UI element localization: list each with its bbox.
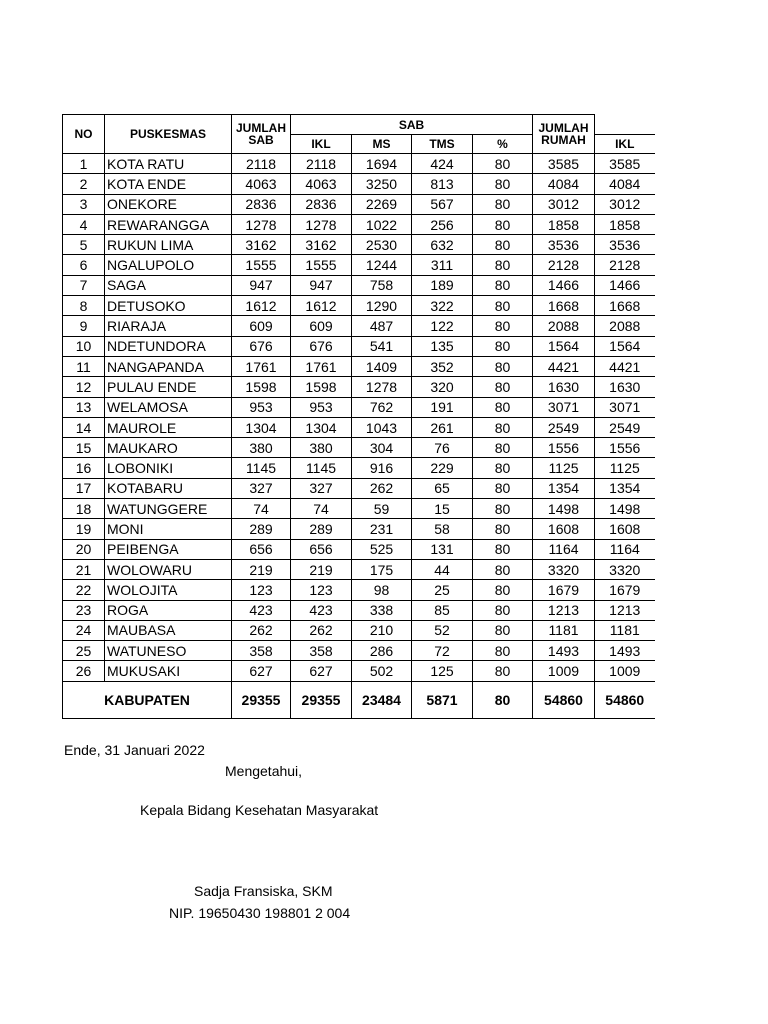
cell-ms: 1244 <box>352 255 412 275</box>
cell-jumlah-rumah: 3071 <box>533 397 595 417</box>
cell-puskesmas: NGALUPOLO <box>105 255 232 275</box>
cell-tms: 311 <box>412 255 473 275</box>
table-row <box>63 377 655 397</box>
cell-tms: 135 <box>412 336 473 356</box>
table-row <box>63 255 655 275</box>
cell-jumlah-rumah: 4084 <box>533 174 595 194</box>
cell-percent: 80 <box>473 275 533 295</box>
cell-jumlah-sab: 380 <box>232 438 291 458</box>
cell-tms: 261 <box>412 417 473 437</box>
cell-puskesmas: ONEKORE <box>105 194 232 214</box>
cell-tms: 58 <box>412 519 473 539</box>
cell-ikl: 3162 <box>291 235 352 255</box>
cell-tms: 65 <box>412 478 473 498</box>
cell-ikl: 627 <box>291 661 352 681</box>
cell-ikl-rumah: 1181 <box>595 620 655 640</box>
cell-ms: 1022 <box>352 214 412 234</box>
cell-jumlah-rumah: 1564 <box>533 336 595 356</box>
cell-jumlah-rumah: 1493 <box>533 641 595 661</box>
cell-ikl-rumah: 1164 <box>595 539 655 559</box>
cell-ms: 98 <box>352 580 412 600</box>
cell-ikl: 1598 <box>291 377 352 397</box>
cell-ikl: 1304 <box>291 417 352 437</box>
cell-jumlah-rumah: 1181 <box>533 620 595 640</box>
table-row <box>63 458 655 478</box>
cell-jumlah-sab: 219 <box>232 559 291 579</box>
cell-ms: 1043 <box>352 417 412 437</box>
cell-jumlah-rumah: 4421 <box>533 356 595 376</box>
table-row <box>63 661 655 681</box>
cell-ikl-rumah: 3585 <box>595 154 655 174</box>
cell-ms: 541 <box>352 336 412 356</box>
cell-puskesmas: REWARANGGA <box>105 214 232 234</box>
table-row <box>63 316 655 336</box>
cell-puskesmas: PEIBENGA <box>105 539 232 559</box>
data-table <box>62 114 655 719</box>
cell-ikl-rumah: 1556 <box>595 438 655 458</box>
header-no: NO <box>63 115 105 154</box>
cell-ikl: 4063 <box>291 174 352 194</box>
cell-jumlah-sab: 2118 <box>232 154 291 174</box>
cell-jumlah-rumah: 3585 <box>533 154 595 174</box>
cell-jumlah-sab: 2836 <box>232 194 291 214</box>
cell-jumlah-rumah: 1213 <box>533 600 595 620</box>
cell-puskesmas: MUKUSAKI <box>105 661 232 681</box>
cell-puskesmas: DETUSOKO <box>105 296 232 316</box>
cell-no: 22 <box>63 580 105 600</box>
header-ikl: IKL <box>291 135 352 154</box>
cell-percent: 80 <box>473 499 533 519</box>
cell-no: 9 <box>63 316 105 336</box>
cell-no: 11 <box>63 356 105 376</box>
cell-no: 3 <box>63 194 105 214</box>
cell-jumlah-rumah: 1009 <box>533 661 595 681</box>
cell-jumlah-sab: 656 <box>232 539 291 559</box>
cell-jumlah-sab: 1761 <box>232 356 291 376</box>
header-ikl-rumah: IKL <box>595 135 655 154</box>
cell-percent: 80 <box>473 661 533 681</box>
cell-jumlah-rumah: 1164 <box>533 539 595 559</box>
cell-ikl: 656 <box>291 539 352 559</box>
cell-ms: 286 <box>352 641 412 661</box>
table-row <box>63 397 655 417</box>
cell-ikl-rumah: 1858 <box>595 214 655 234</box>
total-ikl: 29355 <box>291 681 352 718</box>
cell-tms: 813 <box>412 174 473 194</box>
cell-puskesmas: MAUROLE <box>105 417 232 437</box>
header-sab: SAB <box>291 115 533 135</box>
cell-jumlah-rumah: 1466 <box>533 275 595 295</box>
cell-no: 6 <box>63 255 105 275</box>
cell-tms: 189 <box>412 275 473 295</box>
cell-ikl: 1612 <box>291 296 352 316</box>
cell-no: 13 <box>63 397 105 417</box>
cell-percent: 80 <box>473 417 533 437</box>
cell-ms: 525 <box>352 539 412 559</box>
total-ikl-rumah: 54860 <box>595 681 655 718</box>
cell-ikl: 1145 <box>291 458 352 478</box>
cell-ms: 758 <box>352 275 412 295</box>
cell-tms: 567 <box>412 194 473 214</box>
table-row <box>63 275 655 295</box>
cell-percent: 80 <box>473 539 533 559</box>
cell-ms: 262 <box>352 478 412 498</box>
cell-no: 10 <box>63 336 105 356</box>
cell-percent: 80 <box>473 214 533 234</box>
cell-percent: 80 <box>473 620 533 640</box>
cell-no: 8 <box>63 296 105 316</box>
cell-ms: 916 <box>352 458 412 478</box>
cell-puskesmas: WOLOWARU <box>105 559 232 579</box>
cell-jumlah-sab: 358 <box>232 641 291 661</box>
cell-jumlah-sab: 609 <box>232 316 291 336</box>
cell-tms: 85 <box>412 600 473 620</box>
table-row <box>63 620 655 640</box>
cell-no: 25 <box>63 641 105 661</box>
cell-no: 15 <box>63 438 105 458</box>
cell-puskesmas: ROGA <box>105 600 232 620</box>
cell-ikl: 609 <box>291 316 352 336</box>
cell-tms: 122 <box>412 316 473 336</box>
cell-puskesmas: MAUBASA <box>105 620 232 640</box>
cell-puskesmas: SAGA <box>105 275 232 295</box>
cell-puskesmas: NDETUNDORA <box>105 336 232 356</box>
cell-tms: 131 <box>412 539 473 559</box>
signatory-name: Sadja Fransiska, SKM <box>194 883 333 899</box>
cell-percent: 80 <box>473 519 533 539</box>
header-puskesmas: PUSKESMAS <box>105 115 232 154</box>
cell-tms: 44 <box>412 559 473 579</box>
cell-tms: 72 <box>412 641 473 661</box>
header-jumlah-sab: JUMLAH SAB <box>232 115 291 154</box>
table-row <box>63 336 655 356</box>
cell-tms: 52 <box>412 620 473 640</box>
cell-ms: 502 <box>352 661 412 681</box>
cell-jumlah-rumah: 3012 <box>533 194 595 214</box>
cell-jumlah-rumah: 1556 <box>533 438 595 458</box>
cell-jumlah-sab: 327 <box>232 478 291 498</box>
cell-percent: 80 <box>473 316 533 336</box>
cell-percent: 80 <box>473 377 533 397</box>
total-row <box>63 681 655 718</box>
cell-jumlah-rumah: 3536 <box>533 235 595 255</box>
cell-puskesmas: RIARAJA <box>105 316 232 336</box>
cell-ms: 2269 <box>352 194 412 214</box>
cell-puskesmas: KOTA ENDE <box>105 174 232 194</box>
cell-ms: 762 <box>352 397 412 417</box>
table-row <box>63 499 655 519</box>
cell-no: 24 <box>63 620 105 640</box>
cell-ikl-rumah: 2549 <box>595 417 655 437</box>
table-row <box>63 214 655 234</box>
cell-ikl-rumah: 1608 <box>595 519 655 539</box>
cell-ikl: 2118 <box>291 154 352 174</box>
cell-ms: 210 <box>352 620 412 640</box>
cell-ikl-rumah: 3320 <box>595 559 655 579</box>
cell-jumlah-sab: 4063 <box>232 174 291 194</box>
cell-percent: 80 <box>473 559 533 579</box>
total-ms: 23484 <box>352 681 412 718</box>
cell-ms: 3250 <box>352 174 412 194</box>
cell-jumlah-sab: 1612 <box>232 296 291 316</box>
table-row <box>63 641 655 661</box>
total-percent: 80 <box>473 681 533 718</box>
cell-ikl-rumah: 1630 <box>595 377 655 397</box>
cell-ikl: 380 <box>291 438 352 458</box>
cell-no: 23 <box>63 600 105 620</box>
cell-no: 14 <box>63 417 105 437</box>
cell-ikl: 1278 <box>291 214 352 234</box>
cell-puskesmas: KOTABARU <box>105 478 232 498</box>
cell-puskesmas: KOTA RATU <box>105 154 232 174</box>
cell-ms: 487 <box>352 316 412 336</box>
cell-ikl: 1761 <box>291 356 352 376</box>
cell-puskesmas: WELAMOSA <box>105 397 232 417</box>
cell-puskesmas: LOBONIKI <box>105 458 232 478</box>
table-row <box>63 235 655 255</box>
table-row <box>63 296 655 316</box>
acknowledged-text: Mengetahui, <box>225 763 303 779</box>
cell-ms: 338 <box>352 600 412 620</box>
cell-ikl: 1555 <box>291 255 352 275</box>
cell-percent: 80 <box>473 336 533 356</box>
cell-ikl-rumah: 3071 <box>595 397 655 417</box>
cell-ms: 304 <box>352 438 412 458</box>
position-title: Kepala Bidang Kesehatan Masyarakat <box>140 802 379 818</box>
cell-tms: 125 <box>412 661 473 681</box>
cell-tms: 76 <box>412 438 473 458</box>
cell-jumlah-sab: 289 <box>232 519 291 539</box>
signatory-nip: NIP. 19650430 198801 2 004 <box>169 905 351 921</box>
table-row <box>63 154 655 174</box>
cell-no: 7 <box>63 275 105 295</box>
cell-ikl-rumah: 1466 <box>595 275 655 295</box>
cell-puskesmas: NANGAPANDA <box>105 356 232 376</box>
table-row <box>63 417 655 437</box>
cell-tms: 25 <box>412 580 473 600</box>
cell-jumlah-sab: 1278 <box>232 214 291 234</box>
cell-percent: 80 <box>473 154 533 174</box>
cell-jumlah-rumah: 1668 <box>533 296 595 316</box>
total-tms: 5871 <box>412 681 473 718</box>
cell-no: 4 <box>63 214 105 234</box>
cell-puskesmas: MAUKARO <box>105 438 232 458</box>
cell-puskesmas: WOLOJITA <box>105 580 232 600</box>
cell-jumlah-sab: 676 <box>232 336 291 356</box>
cell-ikl-rumah: 1498 <box>595 499 655 519</box>
cell-no: 16 <box>63 458 105 478</box>
cell-jumlah-sab: 1304 <box>232 417 291 437</box>
cell-ikl-rumah: 3012 <box>595 194 655 214</box>
cell-percent: 80 <box>473 194 533 214</box>
place-date: Ende, 31 Januari 2022 <box>64 742 205 758</box>
cell-ms: 1694 <box>352 154 412 174</box>
cell-tms: 229 <box>412 458 473 478</box>
cell-tms: 424 <box>412 154 473 174</box>
cell-ikl-rumah: 2128 <box>595 255 655 275</box>
cell-percent: 80 <box>473 235 533 255</box>
cell-tms: 15 <box>412 499 473 519</box>
cell-jumlah-rumah: 1608 <box>533 519 595 539</box>
cell-percent: 80 <box>473 458 533 478</box>
cell-ikl: 327 <box>291 478 352 498</box>
cell-no: 17 <box>63 478 105 498</box>
cell-jumlah-sab: 947 <box>232 275 291 295</box>
cell-ikl: 219 <box>291 559 352 579</box>
total-label: KABUPATEN <box>63 681 232 718</box>
cell-percent: 80 <box>473 397 533 417</box>
cell-ms: 1290 <box>352 296 412 316</box>
total-sab: 29355 <box>232 681 291 718</box>
cell-no: 21 <box>63 559 105 579</box>
cell-ms: 59 <box>352 499 412 519</box>
cell-jumlah-rumah: 1679 <box>533 580 595 600</box>
table-row <box>63 174 655 194</box>
header-ms: MS <box>352 135 412 154</box>
cell-ikl: 423 <box>291 600 352 620</box>
cell-jumlah-rumah: 1498 <box>533 499 595 519</box>
cell-jumlah-rumah: 3320 <box>533 559 595 579</box>
cell-percent: 80 <box>473 255 533 275</box>
cell-percent: 80 <box>473 600 533 620</box>
cell-ikl-rumah: 1493 <box>595 641 655 661</box>
cell-no: 19 <box>63 519 105 539</box>
cell-puskesmas: WATUNGGERE <box>105 499 232 519</box>
cell-jumlah-sab: 423 <box>232 600 291 620</box>
cell-jumlah-sab: 262 <box>232 620 291 640</box>
cell-ms: 231 <box>352 519 412 539</box>
header-percent: % <box>473 135 533 154</box>
cell-no: 20 <box>63 539 105 559</box>
table-row <box>63 356 655 376</box>
cell-tms: 632 <box>412 235 473 255</box>
cell-percent: 80 <box>473 641 533 661</box>
cell-percent: 80 <box>473 174 533 194</box>
cell-jumlah-rumah: 1630 <box>533 377 595 397</box>
cell-ikl-rumah: 1564 <box>595 336 655 356</box>
table-row <box>63 559 655 579</box>
cell-ikl-rumah: 4421 <box>595 356 655 376</box>
cell-jumlah-sab: 1145 <box>232 458 291 478</box>
cell-puskesmas: PULAU ENDE <box>105 377 232 397</box>
cell-ikl: 953 <box>291 397 352 417</box>
cell-tms: 256 <box>412 214 473 234</box>
cell-jumlah-sab: 1555 <box>232 255 291 275</box>
cell-no: 5 <box>63 235 105 255</box>
cell-ikl-rumah: 1679 <box>595 580 655 600</box>
cell-no: 26 <box>63 661 105 681</box>
table-row <box>63 539 655 559</box>
cell-jumlah-sab: 953 <box>232 397 291 417</box>
cell-ikl-rumah: 3536 <box>595 235 655 255</box>
table-row <box>63 478 655 498</box>
cell-jumlah-sab: 74 <box>232 499 291 519</box>
cell-jumlah-rumah: 2549 <box>533 417 595 437</box>
cell-percent: 80 <box>473 478 533 498</box>
cell-jumlah-rumah: 2128 <box>533 255 595 275</box>
cell-ikl: 262 <box>291 620 352 640</box>
table-row <box>63 194 655 214</box>
table-row <box>63 438 655 458</box>
header-blank <box>595 115 655 135</box>
table-row <box>63 580 655 600</box>
cell-ikl-rumah: 1668 <box>595 296 655 316</box>
cell-jumlah-rumah: 1125 <box>533 458 595 478</box>
header-tms: TMS <box>412 135 473 154</box>
cell-percent: 80 <box>473 296 533 316</box>
cell-ms: 2530 <box>352 235 412 255</box>
cell-no: 1 <box>63 154 105 174</box>
cell-no: 18 <box>63 499 105 519</box>
cell-jumlah-sab: 123 <box>232 580 291 600</box>
table-row <box>63 519 655 539</box>
cell-percent: 80 <box>473 580 533 600</box>
total-rumah: 54860 <box>533 681 595 718</box>
cell-ikl-rumah: 2088 <box>595 316 655 336</box>
cell-jumlah-rumah: 2088 <box>533 316 595 336</box>
cell-jumlah-sab: 1598 <box>232 377 291 397</box>
cell-tms: 191 <box>412 397 473 417</box>
cell-ikl: 74 <box>291 499 352 519</box>
cell-ikl-rumah: 4084 <box>595 174 655 194</box>
cell-percent: 80 <box>473 356 533 376</box>
cell-ikl-rumah: 1213 <box>595 600 655 620</box>
cell-ikl: 2836 <box>291 194 352 214</box>
cell-tms: 322 <box>412 296 473 316</box>
table-row <box>63 600 655 620</box>
cell-ikl: 676 <box>291 336 352 356</box>
cell-ms: 1278 <box>352 377 412 397</box>
cell-jumlah-rumah: 1354 <box>533 478 595 498</box>
cell-ikl: 947 <box>291 275 352 295</box>
cell-no: 12 <box>63 377 105 397</box>
cell-ms: 1409 <box>352 356 412 376</box>
cell-puskesmas: RUKUN LIMA <box>105 235 232 255</box>
cell-ms: 175 <box>352 559 412 579</box>
cell-tms: 352 <box>412 356 473 376</box>
table-body <box>63 154 655 682</box>
cell-jumlah-sab: 627 <box>232 661 291 681</box>
cell-ikl-rumah: 1009 <box>595 661 655 681</box>
cell-puskesmas: WATUNESO <box>105 641 232 661</box>
cell-ikl: 123 <box>291 580 352 600</box>
cell-jumlah-rumah: 1858 <box>533 214 595 234</box>
cell-ikl-rumah: 1354 <box>595 478 655 498</box>
cell-no: 2 <box>63 174 105 194</box>
cell-ikl: 358 <box>291 641 352 661</box>
cell-tms: 320 <box>412 377 473 397</box>
cell-jumlah-sab: 3162 <box>232 235 291 255</box>
cell-ikl: 289 <box>291 519 352 539</box>
header-jumlah-rumah: JUMLAH RUMAH <box>533 115 595 154</box>
cell-percent: 80 <box>473 438 533 458</box>
cell-puskesmas: MONI <box>105 519 232 539</box>
cell-ikl-rumah: 1125 <box>595 458 655 478</box>
